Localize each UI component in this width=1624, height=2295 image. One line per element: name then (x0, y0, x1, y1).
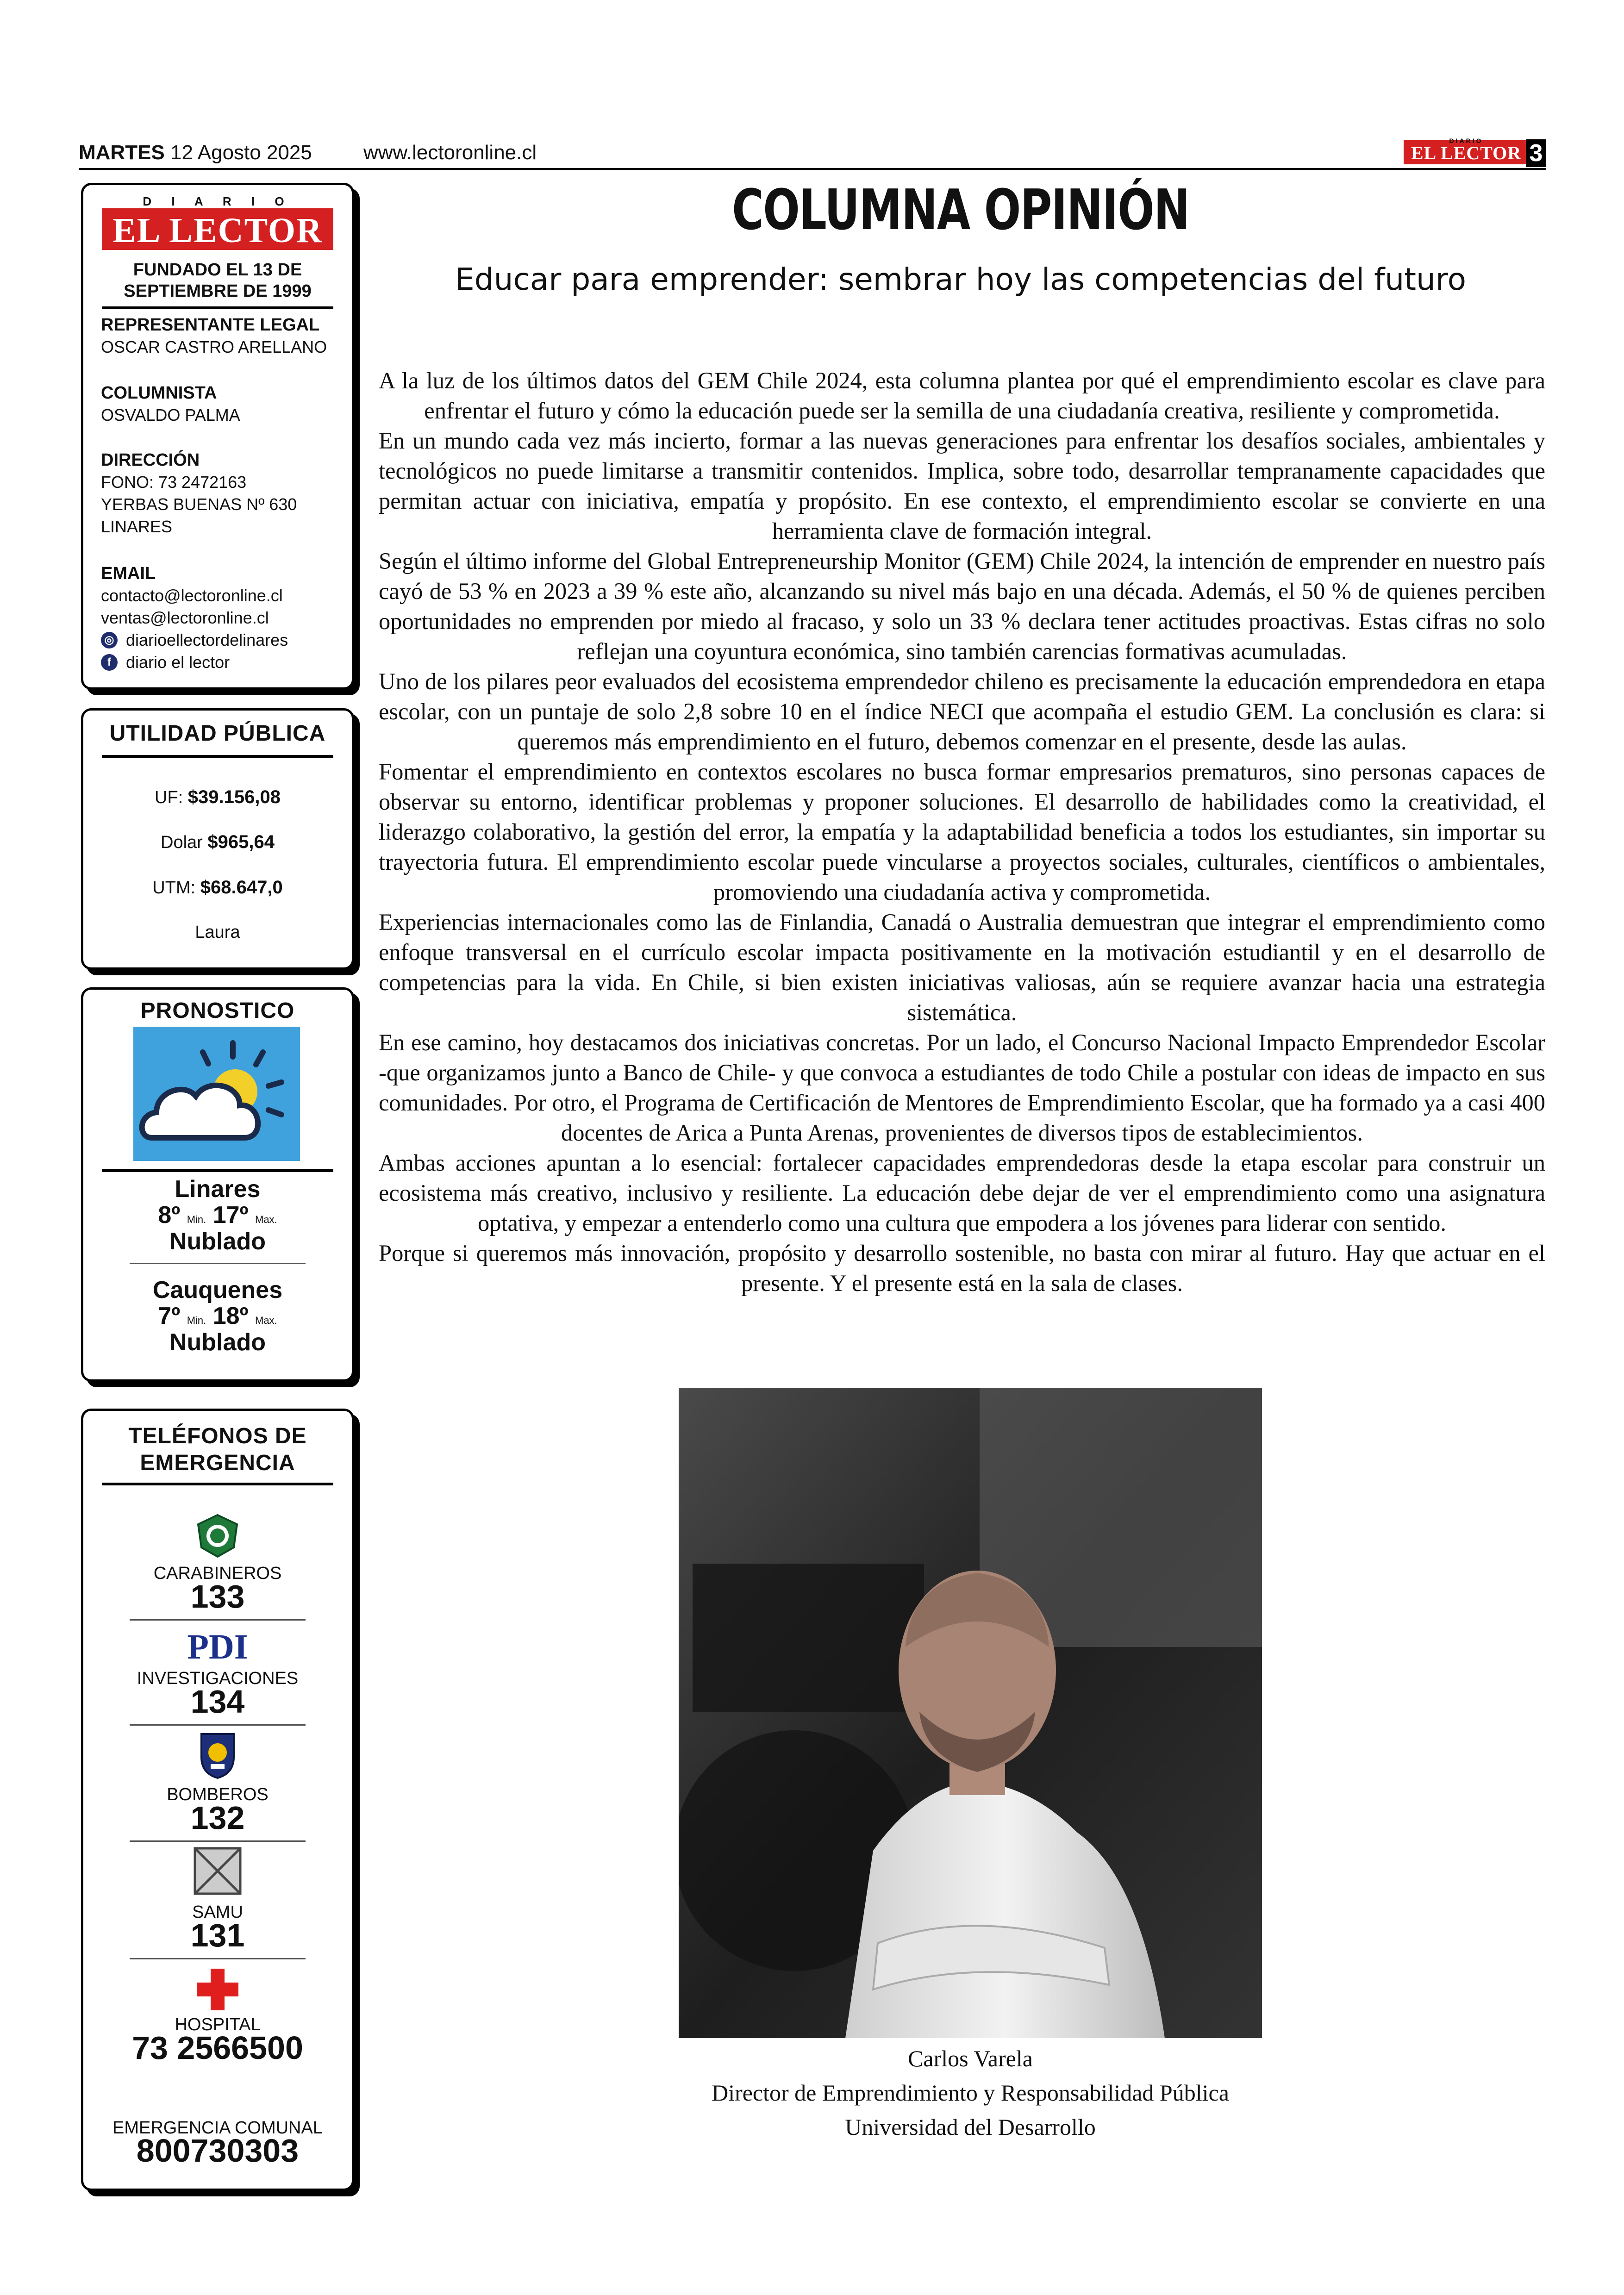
divider (130, 1958, 306, 1959)
forecast-box (81, 987, 354, 1382)
comunal-label: EMERGENCIA COMUNAL (112, 2118, 323, 2138)
bomberos-shield-icon (197, 1729, 238, 1780)
samu-placeholder-icon (194, 1847, 242, 1895)
paragraph: Ambas acciones apuntan a lo esencial: fortalecer capacidades emprendedoras desde la etapa escolar para construir un ecosistema más creativo, inclusivo y resiliente. La educación debe dejar de ver el emprendimiento como una asignatura optativa, y empezar a entenderlo como una cultura que empodera a los jóvenes para liderar con sentido. (379, 1150, 1545, 1236)
utility-box (81, 708, 354, 970)
utility-title: UTILIDAD PÚBLICA (109, 721, 326, 746)
website-link[interactable]: www.lectoronline.cl (363, 141, 537, 164)
carabineros-label: CARABINEROS (153, 1564, 282, 1583)
divider (102, 1483, 333, 1485)
forecast-temps-linares: 8º Min. 17º Max. (158, 1202, 277, 1229)
author-photo (679, 1388, 1262, 2038)
instagram-icon: ◎ (101, 632, 118, 649)
bomberos-label: BOMBEROS (167, 1785, 269, 1804)
forecast-state-linares: Nublado (169, 1228, 266, 1255)
paragraph: Según el último informe del Global Entrepreneurship Monitor (GEM) Chile 2024, la intención de emprender en nuestro país cayó de 53 % en 2023 a 39 % este año, alcanzando su nivel más bajo en una década. Además, el 50 % de quienes perciben oportunidades no emprenden por miedo al fracaso, y solo un 33 % declara tener actitudes proactivas. Estas cifras no solo reflejan una coyuntura económica, sino también carencias formativas acumuladas. (379, 548, 1545, 664)
paragraph: A la luz de los últimos datos del GEM Chile 2024, esta columna plantea por qué el emprendimiento escolar es clave para enfrentar el futuro y cómo la educación puede ser la semilla de una ciudadanía creativa, resiliente y comprometida. (379, 368, 1545, 424)
page-number: 3 (1526, 139, 1546, 167)
author-organization: Universidad del Desarrollo (845, 2114, 1096, 2140)
paragraph: En un mundo cada vez más incierto, formar a las nuevas generaciones para enfrentar los desafíos sociales, ambientales y tecnológicos no puede limitarse a transmitir contenidos. Implica, sobre todo, desarrollar tempranamente capacidades que permitan actuar con iniciativa, empatía y propósito. En ese contexto, el emprendimiento escolar se convierte en una herramienta clave de formación integral. (379, 428, 1545, 544)
uf-value: UF: $39.156,08 (155, 787, 281, 807)
samu-number[interactable]: 131 (190, 1917, 245, 1953)
author-name: Carlos Varela (908, 2046, 1033, 2071)
founded-date: FUNDADO EL 13 DE SEPTIEMBRE DE 1999 (124, 260, 312, 301)
pdi-label: INVESTIGACIONES (137, 1669, 299, 1688)
section-headline: COLUMNA OPINIÓN (732, 178, 1189, 243)
hospital-number[interactable]: 73 2566500 (132, 2030, 303, 2066)
masthead-box (81, 183, 354, 690)
page-header (79, 137, 1546, 170)
carabineros-number[interactable]: 133 (190, 1578, 245, 1615)
pdi-logo: PDI (187, 1628, 248, 1666)
columnist: COLUMNISTA OSVALDO PALMA (101, 383, 240, 424)
bomberos-number[interactable]: 132 (190, 1800, 245, 1836)
email-section: EMAIL contacto@lectoronline.cl ventas@lectoronline.cl ◎ diarioellectordelinares f diario el lector (101, 562, 342, 674)
article-body (379, 366, 1545, 1298)
divider (130, 1840, 306, 1842)
pdi-number[interactable]: 134 (190, 1684, 245, 1720)
email-contact[interactable]: contacto@lectoronline.cl (101, 586, 283, 605)
paragraph: Uno de los pilares peor evaluados del ecosistema emprendedor chileno es precisamente la educación emprendedora en etapa escolar, con un puntaje de solo 2,8 sobre 10 en el índice NECI que acompaña el estudio GEM. La conclusión es clara: si queremos más emprendimiento en el futuro, debemos comenzar en el presente, desde las aulas. (379, 668, 1545, 755)
emergency-title: TELÉFONOS DE EMERGENCIA (128, 1424, 307, 1475)
divider (130, 1263, 306, 1264)
divider (102, 306, 333, 309)
cloudy-weather-icon (133, 1027, 300, 1161)
header-logo: DIARIO EL LECTOR (1404, 140, 1529, 164)
carabineros-badge-icon (194, 1513, 241, 1559)
article-subtitle: Educar para emprender: sembrar hoy las competencias del futuro (455, 262, 1466, 297)
samu-label: SAMU (192, 1902, 243, 1922)
divider (130, 1619, 306, 1621)
utm-value: UTM: $68.647,0 (152, 877, 283, 898)
legal-rep: REPRESENTANTE LEGAL OSCAR CASTRO ARELLANO (101, 315, 327, 356)
paragraph: En ese camino, hoy destacamos dos iniciativas concretas. Por un lado, el Concurso Nacional Impacto Emprendedor Escolar -que organizamos junto a Banco de Chile- y que convoca a estudiantes de todo Chile a postular con ideas de impacto en sus comunidades. Por otro, el Programa de Certificación de Mentores de Emprendimiento Escolar, que ha formado ya a casi 400 docentes de Arica a Punta Arenas, provenientes de diversos tipos de establecimientos. (379, 1029, 1545, 1146)
forecast-state-cauquenes: Nublado (169, 1329, 266, 1356)
facebook-link[interactable]: f diario el lector (101, 651, 342, 674)
comunal-number[interactable]: 800730303 (136, 2133, 299, 2169)
saint-name: Laura (195, 923, 240, 942)
instagram-link[interactable]: ◎ diarioellectordelinares (101, 629, 342, 651)
emergency-box (81, 1409, 354, 2191)
divider (102, 1169, 333, 1172)
facebook-icon: f (101, 654, 118, 671)
forecast-title: PRONOSTICO (140, 998, 295, 1023)
address: DIRECCIÓN FONO: 73 2472163 YERBAS BUENAS Nº 630 LINARES (101, 450, 297, 536)
paragraph: Experiencias internacionales como las de Finlandia, Canadá o Australia demuestran que integrar el emprendimiento como enfoque transversal en el currículo escolar impacta positivamente en la motivación estudiantil y en el desarrollo de competencias para la vida. En Chile, si bien existen iniciativas valiosas, aún se requiere avanzar hacia una estrategia sistemática. (379, 909, 1545, 1025)
forecast-temps-cauquenes: 7º Min. 18º Max. (158, 1303, 277, 1329)
email-sales[interactable]: ventas@lectoronline.cl (101, 608, 269, 627)
paragraph: Fomentar el emprendimiento en contextos escolares no busca formar empresarios prematuros, sino personas capaces de observar su entorno, identificar problemas y proponer soluciones. El desarrollo de habilidades como la creatividad, el liderazgo colaborativo, la gestión del error, la empatía y la adaptabilidad beneficia a todos los estudiantes, sin importar su trayectoria futura. El emprendimiento escolar puede vincularse a proyectos sociales, culturales, científicos o ambientales, promoviendo una ciudadanía activa y comprometida. (379, 759, 1545, 905)
forecast-city-linares: Linares (175, 1176, 261, 1203)
paragraph: Porque si queremos más innovación, propósito y desarrollo sostenible, no basta con mirar al futuro. Hay que actuar en el presente. Y el presente está en la sala de clases. (379, 1240, 1545, 1296)
divider (130, 1724, 306, 1726)
forecast-city-cauquenes: Cauquenes (152, 1277, 283, 1303)
hospital-label: HOSPITAL (175, 2015, 261, 2034)
dolar-value: Dolar $965,64 (161, 832, 275, 852)
issue-date: MARTES 12 Agosto 2025 (79, 141, 312, 164)
author-role: Director de Emprendimiento y Responsabilidad Pública (712, 2080, 1229, 2106)
red-cross-icon (194, 1966, 241, 2013)
newspaper-logo: D I A R I O EL LECTOR (102, 208, 333, 250)
divider (102, 755, 333, 758)
